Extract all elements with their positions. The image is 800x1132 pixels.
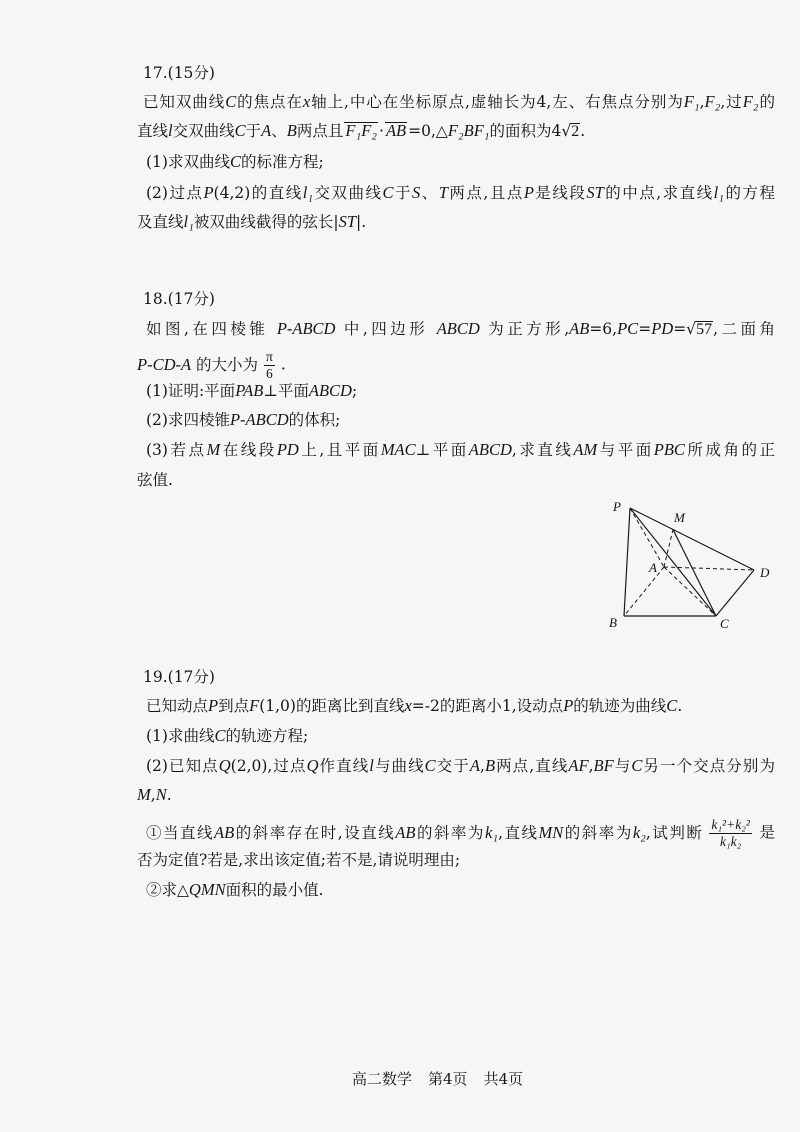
q19-part-2-cont: [137, 785, 172, 805]
text-group: [137, 356, 258, 374]
text-run: 的轨迹方程;: [225, 727, 309, 745]
q19-part-2: [146, 756, 775, 776]
text-run: ①当直线: [146, 823, 215, 842]
text-run: 、: [420, 184, 439, 202]
text-run: 交双曲线: [313, 184, 383, 202]
q19-subpart-2: [146, 880, 324, 900]
text-run: 的焦点在: [236, 93, 303, 111]
text-run: ,求直线: [511, 441, 574, 459]
vertex-label-p: P: [613, 499, 621, 514]
text-group: [137, 122, 343, 140]
fraction-numerator: π: [266, 349, 273, 364]
radicand: 57: [696, 321, 713, 338]
math-symbol: QMN: [188, 880, 226, 899]
text-run: 中,四边形: [335, 320, 437, 338]
vertex-label-a: A: [649, 560, 657, 575]
text-run: 的方程: [723, 184, 775, 202]
text-run: 另一个交点分别为: [642, 757, 775, 775]
text-run: ,二面角: [713, 320, 775, 338]
text-run: 于: [245, 122, 262, 140]
math-symbol: M: [206, 440, 221, 459]
q18-part-3: [146, 440, 775, 460]
text-run: (2,0),过点: [230, 757, 307, 775]
q17-line-2: [137, 121, 585, 141]
text-run: ·: [379, 122, 384, 140]
text-run: =-2的距离小1,设动点: [411, 697, 564, 715]
q19-subpart-1-cont: [137, 850, 460, 870]
math-symbol: F₂: [742, 92, 759, 111]
text-run: (2)求四棱锥: [146, 411, 230, 429]
text-group: [146, 320, 696, 338]
math-symbol: F₁: [683, 92, 700, 111]
text-group: [137, 213, 366, 231]
math-symbol: ST: [338, 212, 357, 231]
text-run: (4,2)的直线: [213, 184, 303, 202]
vertex-label-d: D: [760, 565, 770, 580]
text-run: 的体积;: [288, 411, 341, 429]
math-symbol: l₁: [713, 183, 724, 202]
math-symbol: MN: [538, 822, 564, 842]
q19-subpart-1: [146, 817, 775, 850]
text-run: ,: [480, 757, 485, 775]
math-symbol: N: [155, 785, 167, 804]
math-symbol: C: [229, 152, 241, 171]
text-run: 上,且平面: [298, 441, 381, 459]
vector-ab: AB: [385, 121, 407, 140]
math-symbol: F₂BF₁: [447, 121, 490, 140]
math-symbol: l: [369, 756, 374, 775]
text-run: 的大小为: [191, 355, 259, 374]
text-run: .: [280, 355, 286, 374]
text-run: 到点: [218, 697, 250, 715]
math-symbol: P: [203, 183, 214, 202]
math-symbol: PAB: [235, 381, 264, 400]
vector-f1f2: F₁F₂: [345, 121, 378, 140]
text-run: (3)若点: [146, 441, 207, 459]
edge-pb: [624, 508, 630, 616]
edge-mc: [673, 530, 716, 617]
math-symbol: PD: [276, 440, 299, 459]
pyramid-figure: [600, 495, 780, 635]
text-run: ,: [150, 786, 156, 804]
text-group: [143, 93, 775, 111]
footer-page-total: 共4页: [483, 1070, 524, 1088]
math-symbol: ST: [586, 183, 604, 202]
text-group: [379, 122, 384, 140]
math-symbol: AB: [569, 319, 590, 338]
text-group: [146, 757, 775, 775]
math-symbol: A: [261, 121, 272, 140]
text-run: 已知双曲线: [143, 93, 226, 111]
text-run: |.: [356, 213, 367, 231]
text-run: 与: [613, 757, 632, 775]
q18-line-2: [137, 349, 286, 382]
text-group: [137, 786, 172, 804]
text-run: 的斜率存在时,设直线: [234, 823, 396, 842]
text-run: 及直线: [137, 213, 184, 231]
text-run: 两点,直线: [495, 757, 569, 775]
text-group: [146, 184, 775, 202]
text-run: 的标准方程;: [240, 153, 324, 171]
text-run: ⊥平面: [263, 382, 309, 400]
text-run: 面积的最小值.: [225, 881, 324, 899]
text-run: 的斜率为: [415, 823, 485, 842]
math-symbol: C: [666, 696, 678, 715]
math-symbol: x: [302, 92, 311, 111]
text-run: ,过: [720, 93, 743, 111]
text-run: =: [638, 320, 652, 338]
text-run: 否为定值?若是,求出该定值;若不是,请说明理由;: [137, 851, 461, 869]
text-run: (1)求双曲线: [146, 153, 230, 171]
edge-cd: [716, 570, 754, 616]
text-run: 的面积为4√: [489, 122, 572, 140]
math-symbol: BF: [593, 756, 614, 775]
math-symbol: PD: [651, 319, 674, 338]
q19-part-1: [146, 726, 308, 746]
math-symbol: F₂: [704, 92, 721, 111]
math-symbol: P: [523, 183, 534, 202]
vertex-label-b: B: [609, 615, 617, 630]
math-symbol: ABCD: [436, 319, 480, 338]
text-group: [408, 122, 571, 140]
text-run: 与曲线: [373, 757, 425, 775]
q17-part-2: [146, 183, 775, 203]
edge-pc: [630, 508, 716, 616]
text-run: 弦值.: [137, 471, 173, 489]
q18-part-3-cont: [137, 470, 173, 490]
text-group: [146, 824, 703, 842]
text-run: 交于: [435, 757, 470, 775]
text-run: 作直线: [318, 757, 370, 775]
text-run: (1)求曲线: [146, 727, 215, 745]
text-run: ⊥平面: [415, 441, 469, 459]
math-symbol: F: [249, 696, 260, 715]
text-run: ,直线: [498, 823, 539, 842]
math-symbol: PC: [617, 319, 639, 338]
page-footer: [352, 1069, 539, 1089]
text-run: (2)过点: [146, 184, 204, 202]
text-group: [146, 382, 357, 400]
text-group: [146, 881, 324, 899]
math-symbol: l₁: [302, 183, 314, 202]
math-symbol: AB: [214, 822, 235, 842]
text-run: =√: [673, 320, 697, 338]
text-run: 交双曲线: [172, 122, 235, 140]
text-run: 是: [757, 823, 775, 842]
math-symbol: S: [412, 183, 421, 202]
text-run: 两点且: [296, 122, 344, 140]
text-run: .: [677, 697, 683, 715]
text-run: (2)已知点: [146, 757, 219, 775]
radicand: 2: [571, 123, 580, 140]
text-run: 的中点,求直线: [603, 184, 714, 202]
text-group: [146, 697, 682, 715]
fraction-denominator: k₁k₂: [719, 834, 742, 849]
math-symbol: P: [208, 696, 219, 715]
text-run: ,试判断: [645, 823, 704, 842]
math-symbol: l₁: [183, 212, 194, 231]
math-symbol: B: [484, 756, 496, 775]
edge-ac-hidden: [664, 567, 716, 616]
math-symbol: B: [286, 121, 297, 140]
math-symbol: P-ABCD: [276, 319, 336, 338]
text-run: 两点,且点: [447, 184, 524, 202]
text-run: ,: [588, 757, 594, 775]
text-run: 的斜率为: [563, 823, 633, 842]
text-run: 已知动点: [146, 697, 209, 715]
text-run: =0,△: [408, 122, 448, 140]
q18-part-1: [146, 381, 357, 401]
text-run: 是线段: [533, 184, 587, 202]
text-group: [137, 471, 173, 489]
text-run: 于: [393, 184, 413, 202]
math-symbol: C: [631, 756, 643, 775]
text-group: [146, 411, 340, 429]
q18-part-2: [146, 410, 340, 430]
text-group: [758, 824, 775, 842]
text-group: [580, 122, 585, 140]
fraction-pi-over-6: [264, 349, 275, 382]
text-group: [146, 727, 308, 745]
math-symbol: P: [563, 696, 574, 715]
math-symbol: A: [469, 756, 480, 775]
q17-header: 17.(15分): [143, 64, 215, 82]
math-symbol: MAC: [380, 440, 416, 459]
math-symbol: k₂: [632, 822, 646, 842]
math-symbol: x: [404, 696, 412, 715]
text-run: 为正方形,: [479, 320, 570, 338]
text-group: [713, 320, 775, 338]
text-run: 在线段: [220, 441, 277, 459]
q19-line-1: [146, 696, 682, 716]
footer-page-number: 第4页: [428, 1070, 468, 1088]
fraction-numerator: k₁²+k₂²: [711, 817, 750, 832]
text-run: (1,0)的距离比到直线: [259, 697, 405, 715]
text-group: [281, 356, 286, 374]
math-symbol: Q: [218, 756, 231, 775]
text-run: (1)证明:平面: [146, 382, 236, 400]
math-symbol: C: [382, 183, 394, 202]
math-symbol: ABCD: [468, 440, 512, 459]
text-run: =6,: [589, 320, 618, 338]
q17-part-1: [146, 152, 324, 172]
math-symbol: AF: [568, 756, 589, 775]
math-symbol: AB: [395, 822, 416, 842]
q19-header: 19.(17分): [143, 668, 215, 686]
edge-am-hidden: [664, 530, 673, 568]
text-run: ;: [351, 382, 358, 400]
footer-subject: 高二数学: [352, 1070, 413, 1088]
math-symbol: k₁: [485, 822, 499, 842]
text-group: [137, 851, 460, 869]
text-run: .: [580, 122, 586, 140]
text-run: 、: [271, 122, 287, 140]
math-symbol: Q: [306, 756, 319, 775]
text-run: 直线: [137, 122, 169, 140]
text-group: [146, 441, 775, 459]
fraction-denominator: 6: [266, 366, 273, 381]
text-run: ,: [699, 93, 705, 111]
math-symbol: P-ABCD: [229, 410, 289, 429]
math-symbol: ABCD: [308, 381, 352, 400]
q18-header: 18.(17分): [143, 290, 215, 308]
math-symbol: C: [214, 726, 226, 745]
text-run: 的轨迹为曲线: [573, 697, 667, 715]
vertex-label-m: M: [674, 510, 685, 525]
math-symbol: T: [438, 183, 448, 202]
fraction-k-ratio: [709, 817, 752, 850]
q18-line-1: [146, 319, 775, 339]
vertex-label-c: C: [720, 616, 729, 631]
text-run: 如图,在四棱锥: [146, 320, 277, 338]
text-group: [146, 153, 324, 171]
math-symbol: C: [424, 756, 436, 775]
math-symbol: C: [234, 121, 246, 140]
text-run: .: [166, 786, 172, 804]
text-run: 的: [758, 93, 775, 111]
q17-part-2-cont: [137, 212, 366, 232]
math-symbol: PBC: [653, 440, 685, 459]
edge-ab-hidden: [624, 567, 664, 616]
math-symbol: C: [225, 92, 237, 111]
text-run: ②求△: [146, 881, 189, 899]
text-run: 被双曲线截得的弦长|: [193, 213, 339, 231]
math-symbol: P-CD-A: [137, 354, 192, 374]
math-symbol: l: [168, 121, 173, 140]
text-run: 所成角的正: [684, 441, 775, 459]
text-run: 与平面: [597, 441, 654, 459]
math-symbol: M: [137, 785, 151, 804]
q17-line-1: [143, 92, 775, 112]
math-symbol: AM: [573, 440, 598, 459]
text-run: 轴上,中心在坐标原点,虚轴长为4,左、右焦点分别为: [310, 93, 684, 111]
